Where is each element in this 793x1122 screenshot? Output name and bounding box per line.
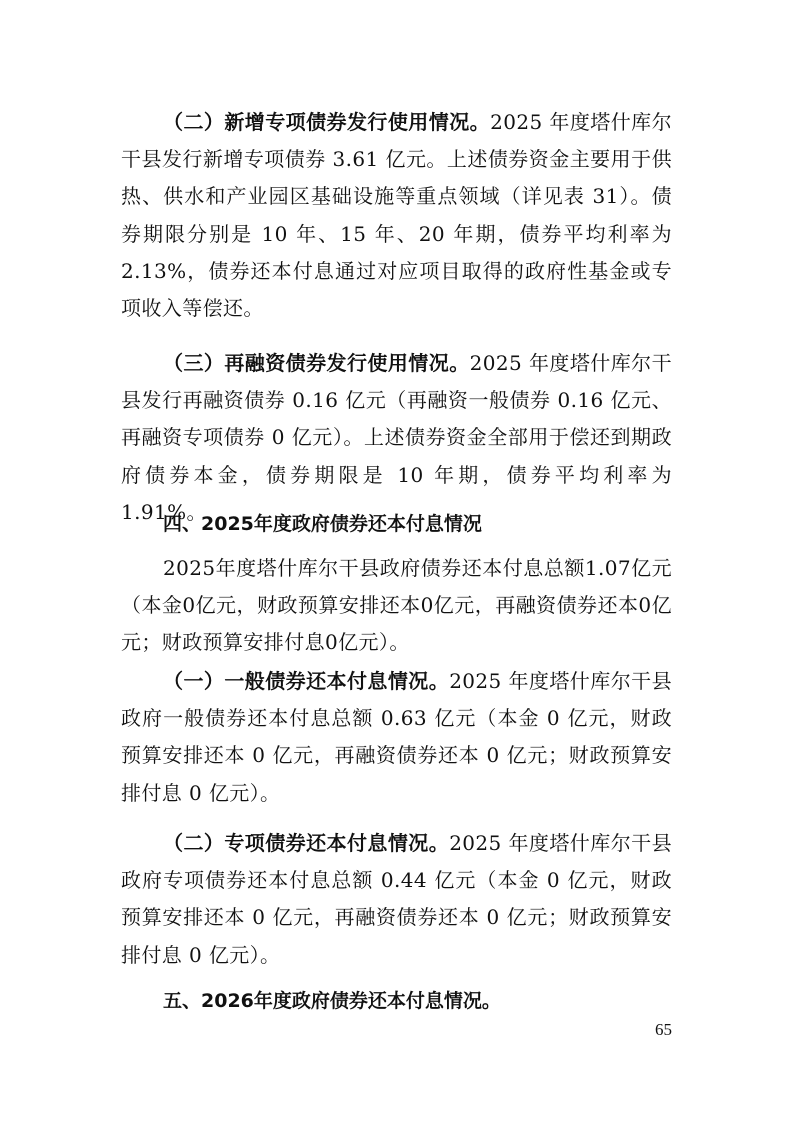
paragraph-title: （三）再融资债券发行使用情况。 [163, 351, 470, 375]
paragraph-body: 2025 年度塔什库尔干县政府一般债券还本付息总额 0.63 亿元（本金 0 亿元，财政预算安排还本 0 亿元，再融资债券还本 0 亿元；财政预算安排付息 0 亿元）。 [121, 669, 672, 805]
paragraph-body: 2025年度塔什库尔干县政府债券还本付息总额1.07亿元（本金0亿元，财政预算安排还本0亿元，再融资债券还本0亿元；财政预算安排付息0亿元）。 [121, 556, 672, 655]
paragraph-body: 2025 年度塔什库尔干县发行新增专项债券 3.61 亿元。上述债券资金主要用于供热、供水和产业园区基础设施等重点领域（详见表 31）。债券期限分别是 10 年、15 年、20 年期，债券平均利率为 2.13%，债券还本付息通过对应项目取得的政府性基金或专项收入等偿还。 [121, 110, 673, 321]
paragraph-debt-service-total [121, 550, 672, 662]
paragraph-new-special-bonds [121, 104, 672, 327]
paragraph-title: （一）一般债券还本付息情况。 [163, 669, 450, 693]
paragraph-body: 2025 年度塔什库尔干县政府专项债券还本付息总额 0.44 亿元（本金 0 亿元，财政预算安排还本 0 亿元，再融资债券还本 0 亿元；财政预算安排付息 0 亿元）。 [121, 831, 672, 967]
section-heading-5: 五、2026年度政府债券还本付息情况。 [163, 990, 501, 1012]
paragraph-title: （二）专项债券还本付息情况。 [163, 831, 450, 855]
section-heading-4: 四、2025年度政府债券还本付息情况 [163, 513, 482, 535]
paragraph-general-bond-service [121, 663, 672, 812]
paragraph-body: 2025 年度塔什库尔干县发行再融资债券 0.16 亿元（再融资一般债券 0.16 亿元、再融资专项债券 0 亿元）。上述债券资金全部用于偿还到期政府债券本金，债券期限是 10 年期，债券平均利率为 1.91%。 [121, 351, 672, 524]
paragraph-refinancing-bonds [121, 345, 672, 531]
paragraph-special-bond-service [121, 825, 672, 974]
page-number: 65 [655, 1020, 672, 1039]
paragraph-title: （二）新增专项债券发行使用情况。 [163, 110, 491, 134]
